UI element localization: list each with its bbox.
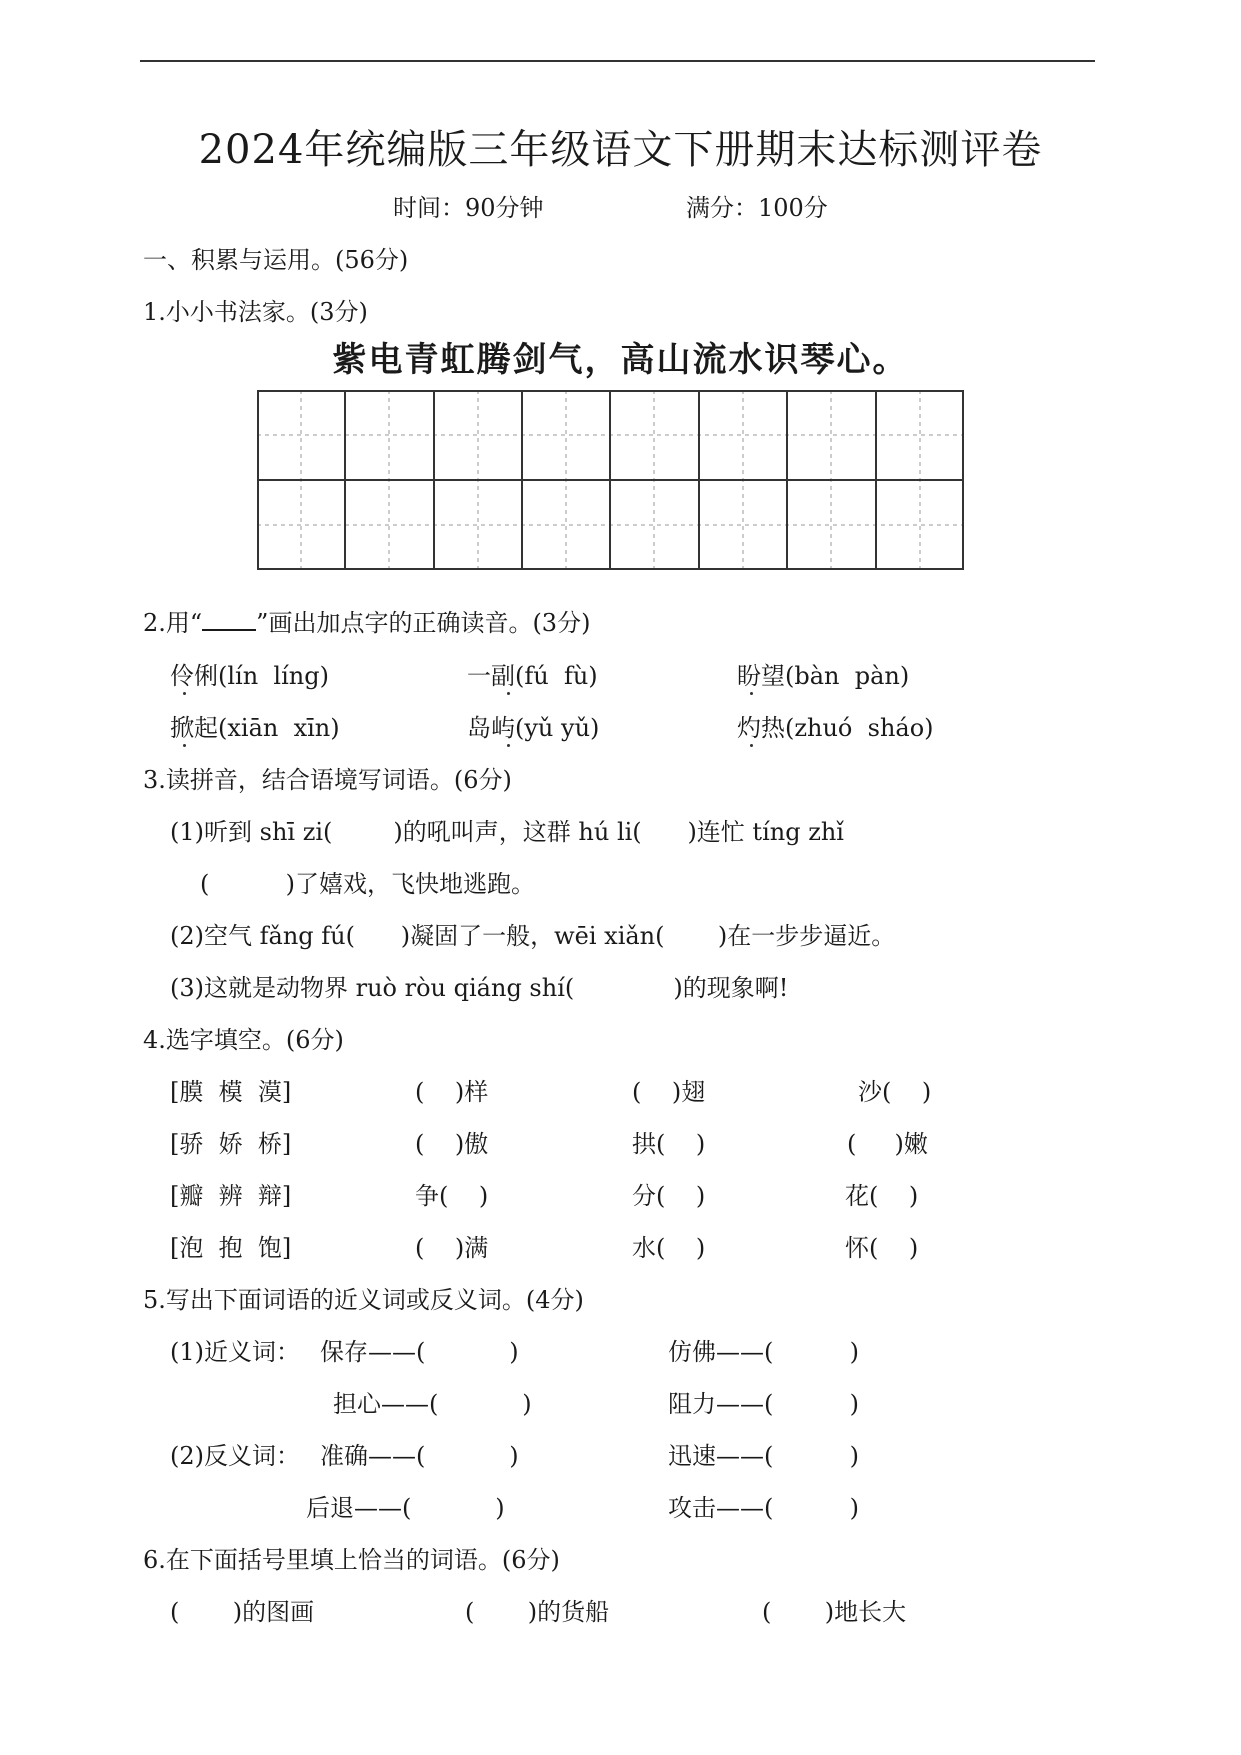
question-4-heading: 4.选字填空。(6分) <box>143 1026 344 1054</box>
q4-blank: 花( ) <box>845 1182 919 1210</box>
q4-blank: 拱( ) <box>632 1130 706 1158</box>
antonym-item: 准确——( ) <box>320 1442 519 1470</box>
q3-line: ( )了嬉戏，飞快地逃跑。 <box>200 870 536 898</box>
q4-blank: ( )翅 <box>632 1078 706 1106</box>
q4-options: [膜 模 漠] <box>170 1078 292 1106</box>
q2-heading-post: ”画出加点字的正确读音。(3分) <box>256 609 591 637</box>
q3-line: (2)空气 fǎng fú( )凝固了一般，wēi xiǎn( )在一步步逼近。 <box>170 922 896 950</box>
emphasis-dot <box>507 744 510 747</box>
q4-blank: 争( ) <box>415 1182 489 1210</box>
synonym-label: (1)近义词： <box>170 1338 300 1366</box>
q2-heading-pre: 2.用“ <box>143 609 203 637</box>
emphasis-dot <box>183 692 186 695</box>
writing-grid <box>257 390 964 570</box>
antonym-item: 攻击——( ) <box>668 1494 860 1522</box>
antonym-item: 后退——( ) <box>306 1494 505 1522</box>
emphasis-dot <box>750 692 753 695</box>
q6-item: ( )的货船 <box>465 1598 610 1626</box>
underline-sample <box>202 609 256 631</box>
q6-item: ( )地长大 <box>762 1598 907 1626</box>
q4-options: [瓣 辨 辩] <box>170 1182 292 1210</box>
question-6-heading: 6.在下面括号里填上恰当的词语。(6分) <box>143 1546 560 1574</box>
time-limit: 时间：90分钟 <box>393 194 544 222</box>
q6-item: ( )的图画 <box>170 1598 315 1626</box>
q4-blank: 沙( ) <box>858 1078 932 1106</box>
q4-options: [泡 抱 饱] <box>170 1234 292 1262</box>
antonym-label: (2)反义词： <box>170 1442 300 1470</box>
q3-line: (1)听到 shī zi( )的吼叫声，这群 hú li( )连忙 tíng zhǐ <box>170 818 844 846</box>
calligraphy-text: 紫电青虹腾剑气，高山流水识琴心。 <box>332 340 909 380</box>
question-5-heading: 5.写出下面词语的近义词或反义词。(4分) <box>143 1286 584 1314</box>
synonym-item: 阻力——( ) <box>668 1390 860 1418</box>
question-1-heading: 1.小小书法家。(3分) <box>143 298 368 326</box>
q4-blank: 分( ) <box>632 1182 706 1210</box>
q2-item: 盼望(bàn pàn) <box>737 662 910 690</box>
q2-item: 灼热(zhuó sháo) <box>737 714 934 742</box>
q4-options: [骄 娇 桥] <box>170 1130 292 1158</box>
synonym-item: 仿佛——( ) <box>668 1338 860 1366</box>
antonym-item: 迅速——( ) <box>668 1442 860 1470</box>
q4-blank: ( )傲 <box>415 1130 489 1158</box>
question-3-heading: 3.读拼音，结合语境写词语。(6分) <box>143 766 512 794</box>
section-heading: 一、积累与运用。(56分) <box>143 246 409 274</box>
emphasis-dot <box>183 744 186 747</box>
q3-line: (3)这就是动物界 ruò ròu qiáng shí( )的现象啊! <box>170 974 789 1002</box>
q2-item: 伶俐(lín líng) <box>170 662 329 690</box>
top-rule <box>140 60 1095 62</box>
emphasis-dot <box>750 744 753 747</box>
page-title: 2024年统编版三年级语文下册期末达标测评卷 <box>198 127 1043 173</box>
synonym-item: 担心——( ) <box>333 1390 532 1418</box>
q4-blank: ( )嫩 <box>847 1130 928 1158</box>
emphasis-dot <box>507 692 510 695</box>
synonym-item: 保存——( ) <box>320 1338 519 1366</box>
q4-blank: ( )满 <box>415 1234 489 1262</box>
question-2-heading <box>143 603 590 638</box>
q4-blank: 水( ) <box>632 1234 706 1262</box>
q2-item: 岛屿(yǔ yǔ) <box>467 714 600 742</box>
q4-blank: ( )样 <box>415 1078 489 1106</box>
q4-blank: 怀( ) <box>845 1234 919 1262</box>
q2-item: 一副(fú fù) <box>467 662 598 690</box>
q2-item: 掀起(xiān xīn) <box>170 714 340 742</box>
total-score: 满分：100分 <box>686 194 828 222</box>
